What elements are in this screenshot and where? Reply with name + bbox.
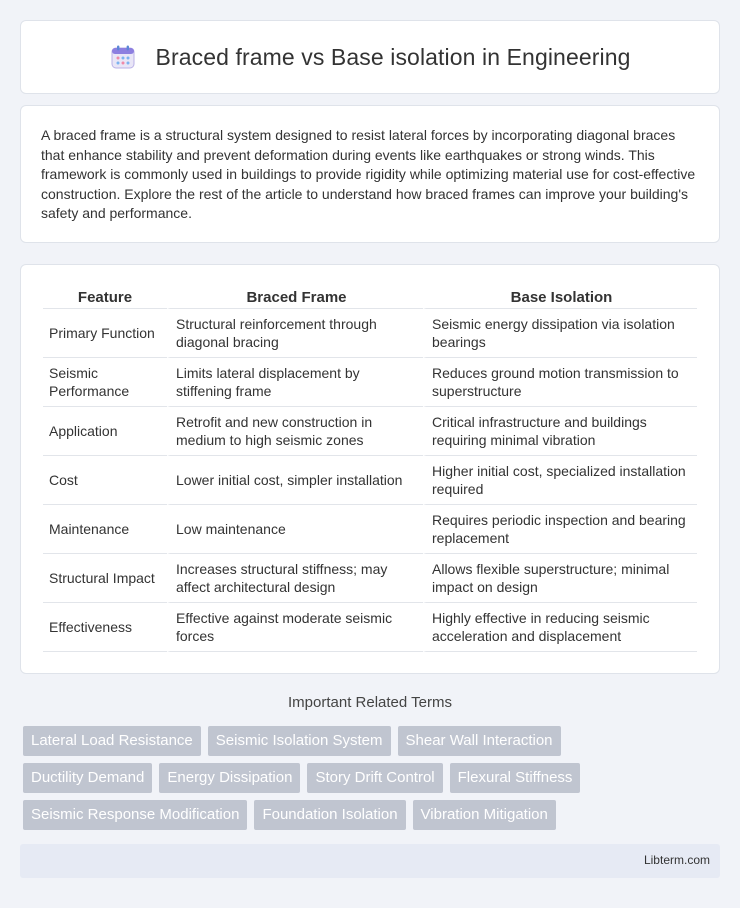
related-terms-list bbox=[23, 726, 723, 837]
cell-base-isolation: Critical infrastructure and buildings requiring minimal vibration bbox=[423, 407, 697, 456]
table-row bbox=[43, 603, 697, 652]
footer-site-link[interactable]: Libterm.com bbox=[643, 853, 710, 867]
tag-seismic-response-modification[interactable]: Seismic Response Modification bbox=[23, 800, 247, 830]
cell-feature: Cost bbox=[43, 456, 167, 505]
cell-braced-frame: Increases structural stiffness; may affect architectural design bbox=[167, 554, 423, 603]
table-row bbox=[43, 505, 697, 554]
page-title: Braced frame vs Base isolation in Engineering bbox=[155, 43, 631, 70]
cell-feature: Structural Impact bbox=[43, 554, 167, 603]
title-card bbox=[20, 20, 720, 94]
tag-flexural-stiffness[interactable]: Flexural Stiffness bbox=[450, 763, 581, 793]
cell-base-isolation: Reduces ground motion transmission to superstructure bbox=[423, 358, 697, 407]
cell-braced-frame: Limits lateral displacement by stiffening frame bbox=[167, 358, 423, 407]
tag-vibration-mitigation[interactable]: Vibration Mitigation bbox=[413, 800, 556, 830]
cell-braced-frame: Low maintenance bbox=[167, 505, 423, 554]
tag-shear-wall-interaction[interactable]: Shear Wall Interaction bbox=[398, 726, 561, 756]
tag-seismic-isolation-system[interactable]: Seismic Isolation System bbox=[208, 726, 391, 756]
cell-braced-frame: Effective against moderate seismic forces bbox=[167, 603, 423, 652]
table-row bbox=[43, 456, 697, 505]
cell-braced-frame: Retrofit and new construction in medium to high seismic zones bbox=[167, 407, 423, 456]
table-row bbox=[43, 407, 697, 456]
cell-braced-frame: Structural reinforcement through diagonal bracing bbox=[167, 309, 423, 358]
intro-card bbox=[20, 105, 720, 243]
cell-feature: Effectiveness bbox=[43, 603, 167, 652]
tag-foundation-isolation[interactable]: Foundation Isolation bbox=[254, 800, 405, 830]
table-row bbox=[43, 554, 697, 603]
header-braced-frame: Braced Frame bbox=[167, 285, 423, 309]
tag-row bbox=[23, 800, 723, 830]
tag-row bbox=[23, 726, 723, 756]
tag-row bbox=[23, 763, 723, 793]
cell-feature: Maintenance bbox=[43, 505, 167, 554]
table-row bbox=[43, 309, 697, 358]
cell-feature: Seismic Performance bbox=[43, 358, 167, 407]
cell-feature: Application bbox=[43, 407, 167, 456]
table-row bbox=[43, 358, 697, 407]
cell-feature: Primary Function bbox=[43, 309, 167, 358]
related-terms-title: Important Related Terms bbox=[288, 694, 452, 711]
footer bbox=[20, 844, 720, 878]
cell-braced-frame: Lower initial cost, simpler installation bbox=[167, 456, 423, 505]
cell-base-isolation: Requires periodic inspection and bearing replacement bbox=[423, 505, 697, 554]
cell-base-isolation: Allows flexible superstructure; minimal impact on design bbox=[423, 554, 697, 603]
cell-base-isolation: Highly effective in reducing seismic acceleration and displacement bbox=[423, 603, 697, 652]
tag-story-drift-control[interactable]: Story Drift Control bbox=[307, 763, 442, 793]
cell-base-isolation: Higher initial cost, specialized installation required bbox=[423, 456, 697, 505]
comparison-table bbox=[43, 285, 697, 652]
header-feature: Feature bbox=[43, 285, 167, 309]
calendar-icon bbox=[110, 44, 136, 70]
table-header-row bbox=[43, 285, 697, 309]
comparison-card bbox=[20, 264, 720, 674]
header-base-isolation: Base Isolation bbox=[423, 285, 697, 309]
intro-paragraph: A braced frame is a structural system designed to resist lateral forces by incorporating diagonal braces that enhance stability and prevent deformation during events like earthquakes or strong winds. This framework is commonly used in buildings to provide rigidity while optimizing material use for cost-effective construction. Explore the rest of the article to understand how braced frames can improve your building's safety and performance. bbox=[41, 127, 696, 222]
tag-energy-dissipation[interactable]: Energy Dissipation bbox=[159, 763, 300, 793]
tag-lateral-load-resistance[interactable]: Lateral Load Resistance bbox=[23, 726, 201, 756]
tag-ductility-demand[interactable]: Ductility Demand bbox=[23, 763, 152, 793]
cell-base-isolation: Seismic energy dissipation via isolation bearings bbox=[423, 309, 697, 358]
